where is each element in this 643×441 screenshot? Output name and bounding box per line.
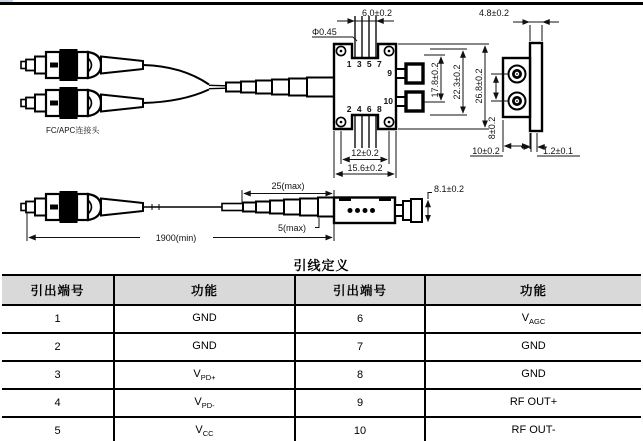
header-pin-left: 引出端号 — [2, 275, 114, 305]
header-func-left: 功能 — [114, 275, 295, 305]
fc-connector-top — [21, 50, 143, 81]
dim-side-depth: 10±0.2 — [472, 146, 500, 156]
pins-top-label: 1 3 5 7 — [346, 59, 384, 69]
pin-number-cell: 8 — [295, 361, 425, 389]
rf-port-profile — [395, 199, 422, 222]
table-row — [2, 305, 641, 333]
fiber-boot-upper — [226, 78, 334, 97]
pin10-label: 10 — [383, 96, 393, 106]
dim-side-width: 4.8±0.2 — [479, 8, 509, 18]
table-title: 引线定义 — [293, 258, 350, 273]
dim-hole-vpitch: 22.3±0.2 — [452, 64, 462, 100]
module-front-view — [334, 16, 423, 148]
dim-boot-tip: 5(max) — [277, 223, 307, 233]
table-row — [2, 333, 641, 361]
function-cell: GND — [114, 333, 295, 361]
function-cell: $V_{PD-}$ — [114, 389, 295, 417]
dim-flange-thickness: 1.2±0.1 — [543, 146, 573, 156]
pin-number-cell: 7 — [295, 333, 425, 361]
rf-port-10 — [396, 92, 423, 111]
fiber-boot-lower — [243, 198, 334, 217]
module-profile-view — [334, 197, 422, 224]
connector-label: FC/APC连接头 — [46, 126, 100, 135]
rf-port-9 — [396, 64, 423, 83]
fc-connector-bottom — [21, 88, 143, 119]
dim-hole-pitch: 12±0.2 — [351, 148, 379, 158]
function-cell: $V_{AGC}$ — [425, 305, 641, 333]
dim-pin-span: 6.0±0.2 — [362, 8, 392, 18]
function-cell: GND — [114, 305, 295, 333]
function-cell: GND — [425, 333, 641, 361]
function-cell: $V_{PD+}$ — [114, 361, 295, 389]
pin9-label: 9 — [387, 68, 392, 78]
module-side-view — [503, 43, 542, 131]
dim-rf-span: 17.8±0.2 — [430, 62, 440, 98]
table-row — [2, 417, 641, 441]
dim-rf-pitch: 8±0.2 — [487, 116, 497, 140]
module-body — [334, 44, 396, 129]
dim-boot-length: 25(max) — [271, 181, 305, 191]
fc-connector-single — [21, 192, 143, 223]
pin-definition-table — [2, 274, 641, 441]
pin-number-cell: 10 — [295, 417, 425, 441]
function-cell: RF OUT- — [425, 417, 641, 441]
header-pin-right: 引出端号 — [295, 275, 425, 305]
fiber-y-split — [143, 65, 227, 103]
table-row — [2, 361, 641, 389]
fiber-lower — [143, 204, 243, 211]
pin-number-cell: 9 — [295, 389, 425, 417]
pin-number-cell: 5 — [54, 425, 61, 437]
header-func-right: 功能 — [425, 275, 641, 305]
dim-pin-dia: Φ0.45 — [312, 27, 337, 37]
pin-number-cell: 6 — [295, 305, 425, 333]
function-cell: $V_{CC}$ — [114, 417, 295, 441]
dim-module-height: 8.1±0.2 — [434, 184, 464, 194]
header-row — [2, 275, 641, 305]
table-row — [2, 389, 641, 417]
dim-body-width: 15.6±0.2 — [347, 163, 383, 173]
dim-fiber-length: 1900(min) — [155, 233, 197, 243]
pins-bottom-label: 2 4 6 8 — [346, 104, 384, 114]
function-cell: GND — [425, 361, 641, 389]
pin-number-cell: 3 — [2, 361, 114, 389]
pin-number-cell: 4 — [2, 389, 114, 417]
top-rule — [0, 2, 643, 5]
pin-number-cell: 1 — [2, 305, 114, 333]
function-cell: RF OUT+ — [425, 389, 641, 417]
dim-body-height: 26.8±0.2 — [474, 68, 484, 104]
pin-number-cell: 2 — [2, 333, 114, 361]
